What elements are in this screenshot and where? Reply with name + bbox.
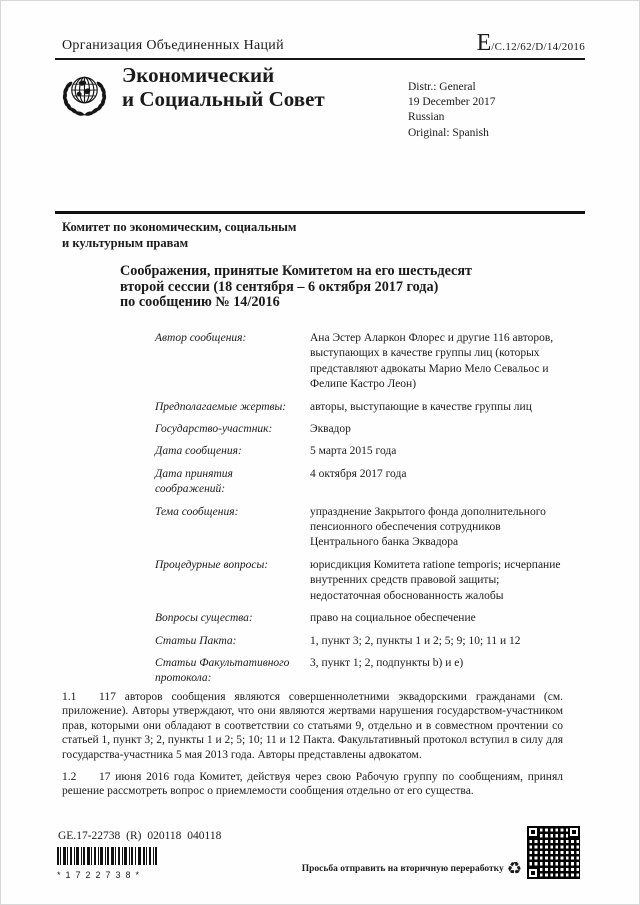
distribution-block bbox=[408, 80, 496, 141]
field-label: Дата принятия соображений: bbox=[155, 467, 233, 496]
paragraph-1-2 bbox=[62, 770, 563, 799]
paragraph-1-1 bbox=[62, 690, 563, 762]
field-row-protocol-articles bbox=[155, 656, 567, 687]
distr-date: 19 December 2017 bbox=[408, 96, 496, 109]
council-title bbox=[122, 63, 325, 111]
qr-finder-bottom-left bbox=[527, 867, 539, 879]
field-label: Вопросы существа: bbox=[155, 612, 253, 625]
field-label: Статьи Факультативного протокола: bbox=[155, 656, 290, 685]
recycle-notice bbox=[302, 860, 522, 877]
field-value: 3, пункт 1; 2, подпункты b) и e) bbox=[310, 656, 464, 669]
field-row-covenant-articles bbox=[155, 634, 567, 649]
un-emblem-icon bbox=[61, 69, 108, 117]
distr-language: Russian bbox=[408, 111, 445, 124]
paragraph-text: 117 авторов сообщения являются совершеннолетними эквадорскими гражданами (см. приложение). Авторы утверждают, что они являются жертвами нарушения государством-участником прав, которыми они обладают в соответствии со статьями 9, отдельно и в совместном прочтении со статьей 1, пункт 3; 2, пункты 1 и 2; 5; 10; 11 и 12 Пакта. Факультативный протокол вступил в силу для государства-участника 5 мая 2013 года. Авторы представлены адвокатом. bbox=[62, 691, 563, 761]
field-value: 1, пункт 3; 2, пункты 1 и 2; 5; 9; 10; 11 и 12 bbox=[310, 634, 521, 647]
case-details-table bbox=[155, 331, 567, 694]
paragraph-text: 17 июня 2016 года Комитет, действуя через свою Рабочую группу по сообщениям, принял решение рассмотреть вопрос о приемлемости сообщения отдельно от его существа. bbox=[62, 771, 563, 798]
field-label: Процедурные вопросы: bbox=[155, 558, 269, 571]
barcode-text: *1722738* bbox=[57, 870, 145, 880]
field-row-author bbox=[155, 331, 567, 393]
field-label: Статьи Пакта: bbox=[155, 634, 237, 647]
qr-finder-top-right bbox=[568, 826, 580, 838]
field-row-alleged-victims bbox=[155, 400, 567, 415]
doc-symbol-letter: E bbox=[476, 30, 492, 56]
body-paragraphs bbox=[62, 690, 563, 807]
org-name: Организация Объединенных Наций bbox=[62, 38, 284, 53]
field-row-state-party bbox=[155, 422, 567, 437]
field-row-substantive-issues bbox=[155, 611, 567, 626]
field-value: право на социальное обеспечение bbox=[310, 612, 476, 625]
field-value: юрисдикция Комитета ratione temporis; исчерпание внутренних средств правовой защиты; недостаточная обоснованность жалобы bbox=[310, 558, 561, 602]
field-label: Тема сообщения: bbox=[155, 505, 239, 518]
section-divider bbox=[55, 211, 585, 214]
paragraph-number: 1.1 bbox=[62, 691, 77, 703]
document-title-line1: Соображения, принятые Комитетом на его шестьдесят bbox=[120, 263, 472, 279]
committee-line2: и культурным правам bbox=[62, 236, 189, 250]
council-title-line1: Экономический bbox=[122, 63, 275, 87]
qr-code bbox=[525, 824, 582, 881]
document-title-line2: второй сессии (18 сентября – 6 октября 2017 года) bbox=[120, 278, 439, 295]
document-title bbox=[120, 264, 472, 311]
field-value: 5 марта 2015 года bbox=[310, 445, 397, 458]
recycle-icon: ♻ bbox=[506, 859, 522, 878]
field-label: Дата сообщения: bbox=[155, 445, 242, 458]
council-title-line2: и Социальный Совет bbox=[122, 87, 325, 111]
document-reference-code: GE.17-22738 (R) 020118 040118 bbox=[58, 830, 222, 842]
recycle-note-text: Просьба отправить на вторичную переработку bbox=[301, 863, 504, 874]
distr-original: Original: Spanish bbox=[408, 126, 489, 139]
distr-line: Distr.: General bbox=[408, 81, 476, 93]
barcode bbox=[57, 847, 161, 880]
field-value: Эквадор bbox=[310, 423, 351, 436]
qr-finder-top-left bbox=[527, 826, 539, 838]
field-label: Предполагаемые жертвы: bbox=[155, 400, 287, 413]
field-value: упразднение Закрытого фонда дополнительного пенсионного обеспечения сотрудников Центрального банка Эквадора bbox=[310, 505, 546, 549]
field-row-procedural-issues bbox=[155, 558, 567, 604]
field-value: 4 октября 2017 года bbox=[310, 467, 407, 480]
doc-symbol bbox=[477, 30, 585, 57]
field-label: Государство-участник: bbox=[155, 423, 273, 436]
field-row-date-of-adoption bbox=[155, 467, 567, 498]
field-value: Ана Эстер Аларкон Флорес и другие 116 авторов, выступающих в качестве группы лиц (которых представляют адвокаты Марио Мело Севальос и Фелипе Кастро Леон) bbox=[310, 332, 554, 391]
paragraph-number: 1.2 bbox=[62, 771, 77, 784]
field-value: авторы, выступающие в качестве группы лиц bbox=[310, 400, 532, 413]
field-row-date-of-communication bbox=[155, 444, 567, 459]
doc-symbol-number: /C.12/62/D/14/2016 bbox=[491, 41, 585, 53]
field-row-subject bbox=[155, 505, 567, 551]
barcode-bars bbox=[57, 847, 157, 865]
document-title-line3: по сообщению № 14/2016 bbox=[120, 294, 280, 311]
committee-name bbox=[62, 219, 296, 251]
committee-line1: Комитет по экономическим, социальным bbox=[62, 220, 297, 234]
header-divider bbox=[55, 58, 585, 60]
field-label: Автор сообщения: bbox=[155, 332, 247, 344]
